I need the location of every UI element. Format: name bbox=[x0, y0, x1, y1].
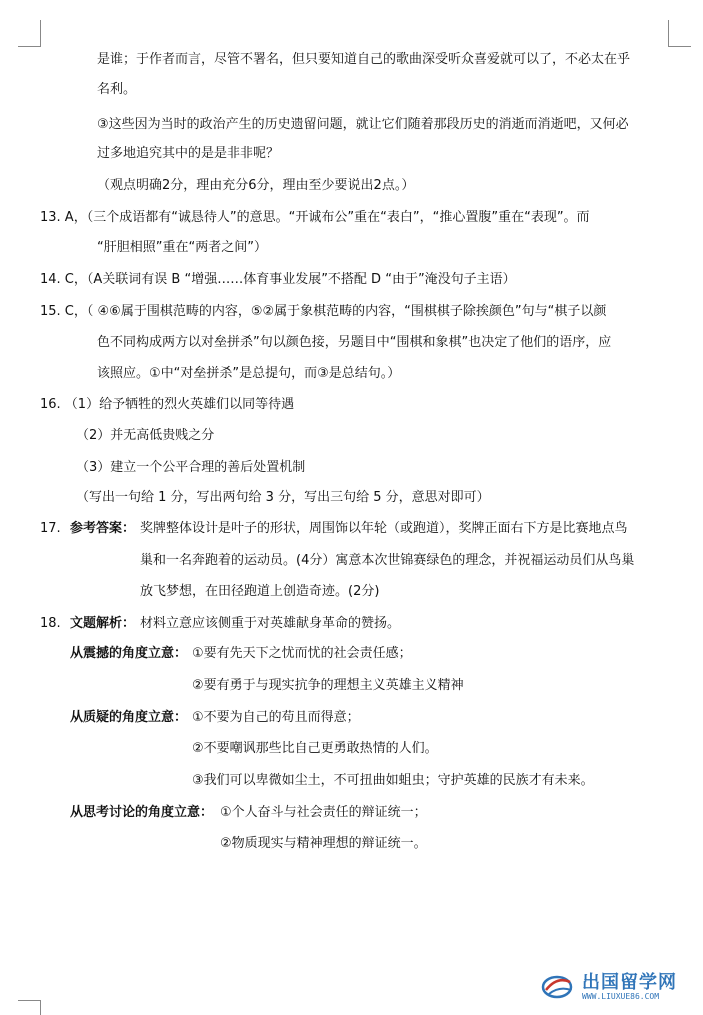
answer-16-scoring: （写出一句给 1 分，写出两句给 3 分，写出三句给 5 分，意思对即可） bbox=[76, 490, 490, 505]
text-line: 过多地追究其中的是是非非呢？ bbox=[97, 146, 280, 161]
angle-1-point-2: ②要有勇于与现实抗争的理想主义英雄主义精神 bbox=[192, 678, 464, 693]
angle-2-heading: 从质疑的角度立意： bbox=[70, 710, 188, 725]
text-line: 名利。 bbox=[97, 82, 137, 97]
answer-17-heading: 参考答案： bbox=[70, 521, 136, 536]
answer-17-line-1: 奖牌整体设计是叶子的形状，周围饰以年轮（或跑道），奖牌正面右下方是比赛地点鸟 bbox=[140, 521, 628, 536]
text-line: 是谁；于作者而言，尽管不署名，但只要知道自己的歌曲深受听众喜爱就可以了，不必太在乎 bbox=[97, 52, 631, 67]
answer-16-item-3: （3）建立一个公平合理的善后处置机制 bbox=[76, 460, 306, 475]
answer-13-line-1: 13. A，（三个成语都有“诚恳待人”的意思。“开诚布公”重在“表白”，“推心置腹”重在“表现”。而 bbox=[40, 210, 590, 225]
answer-16-item-2: （2）并无高低贵贱之分 bbox=[76, 428, 215, 443]
answer-15-line-1: 15. C，（ ④⑥属于围棋范畴的内容，⑤②属于象棋范畴的内容，“围棋棋子除挨颜色”句与“棋子以颜 bbox=[40, 304, 607, 319]
answer-13-line-2: “肝胆相照”重在“两者之间”） bbox=[97, 240, 267, 255]
crop-mark-top-right bbox=[668, 20, 691, 47]
answer-14: 14. C，（A关联词有误 B “增强……体育事业发展”不搭配 D “由于”淹没句子主语） bbox=[40, 272, 516, 287]
answer-18-number: 18. bbox=[40, 616, 61, 631]
answer-16-item-1: 16. （1）给予牺牲的烈火英雄们以同等待遇 bbox=[40, 397, 295, 412]
answer-15-line-3: 该照应。①中“对垒拼杀”是总提句，而③是总结句。） bbox=[97, 366, 401, 381]
angle-1-point-1: ①要有先天下之忧而忧的社会责任感； bbox=[192, 646, 412, 661]
angle-1-heading: 从震撼的角度立意： bbox=[70, 646, 188, 661]
angle-2-point-2: ②不要嘲讽那些比自己更勇敢热情的人们。 bbox=[192, 741, 438, 756]
text-line: （观点明确2分，理由充分6分，理由至少要说出2点。） bbox=[97, 178, 415, 193]
globe-logo-icon bbox=[540, 970, 576, 1000]
watermark-title: 出国留学网 bbox=[582, 972, 677, 993]
angle-3-heading: 从思考讨论的角度立意： bbox=[70, 805, 214, 820]
angle-3-point-2: ②物质现实与精神理想的辩证统一。 bbox=[220, 836, 427, 851]
answer-17-number: 17. bbox=[40, 521, 61, 536]
answer-17-line-3: 放飞梦想，在田径跑道上创造奇迹。(2分) bbox=[140, 584, 380, 599]
crop-mark-top-left bbox=[18, 20, 41, 47]
answer-18-summary: 材料立意应该侧重于对英雄献身革命的赞扬。 bbox=[140, 616, 401, 631]
answer-17-line-2: 巢和一名奔跑着的运动员。(4分）寓意本次世锦赛绿色的理念，并祝福运动员们从鸟巢 bbox=[140, 553, 635, 568]
answer-15-line-2: 色不同构成两方以对垒拼杀”句以颜色接，另题目中“围棋和象棋”也决定了他们的语序，应 bbox=[97, 335, 612, 350]
text-line: ③这些因为当时的政治产生的历史遗留问题，就让它们随着那段历史的消逝而消逝吧，又何必 bbox=[97, 117, 629, 132]
watermark-url: WWW.LIUXUE86.COM bbox=[582, 992, 660, 1001]
watermark bbox=[540, 968, 700, 1008]
angle-2-point-3: ③我们可以卑微如尘土，不可扭曲如蛆虫；守护英雄的民族才有未来。 bbox=[192, 773, 594, 788]
angle-3-point-1: ①个人奋斗与社会责任的辩证统一； bbox=[220, 805, 427, 820]
answer-18-heading: 文题解析： bbox=[70, 616, 136, 631]
angle-2-point-1: ①不要为自己的苟且而得意； bbox=[192, 710, 360, 725]
